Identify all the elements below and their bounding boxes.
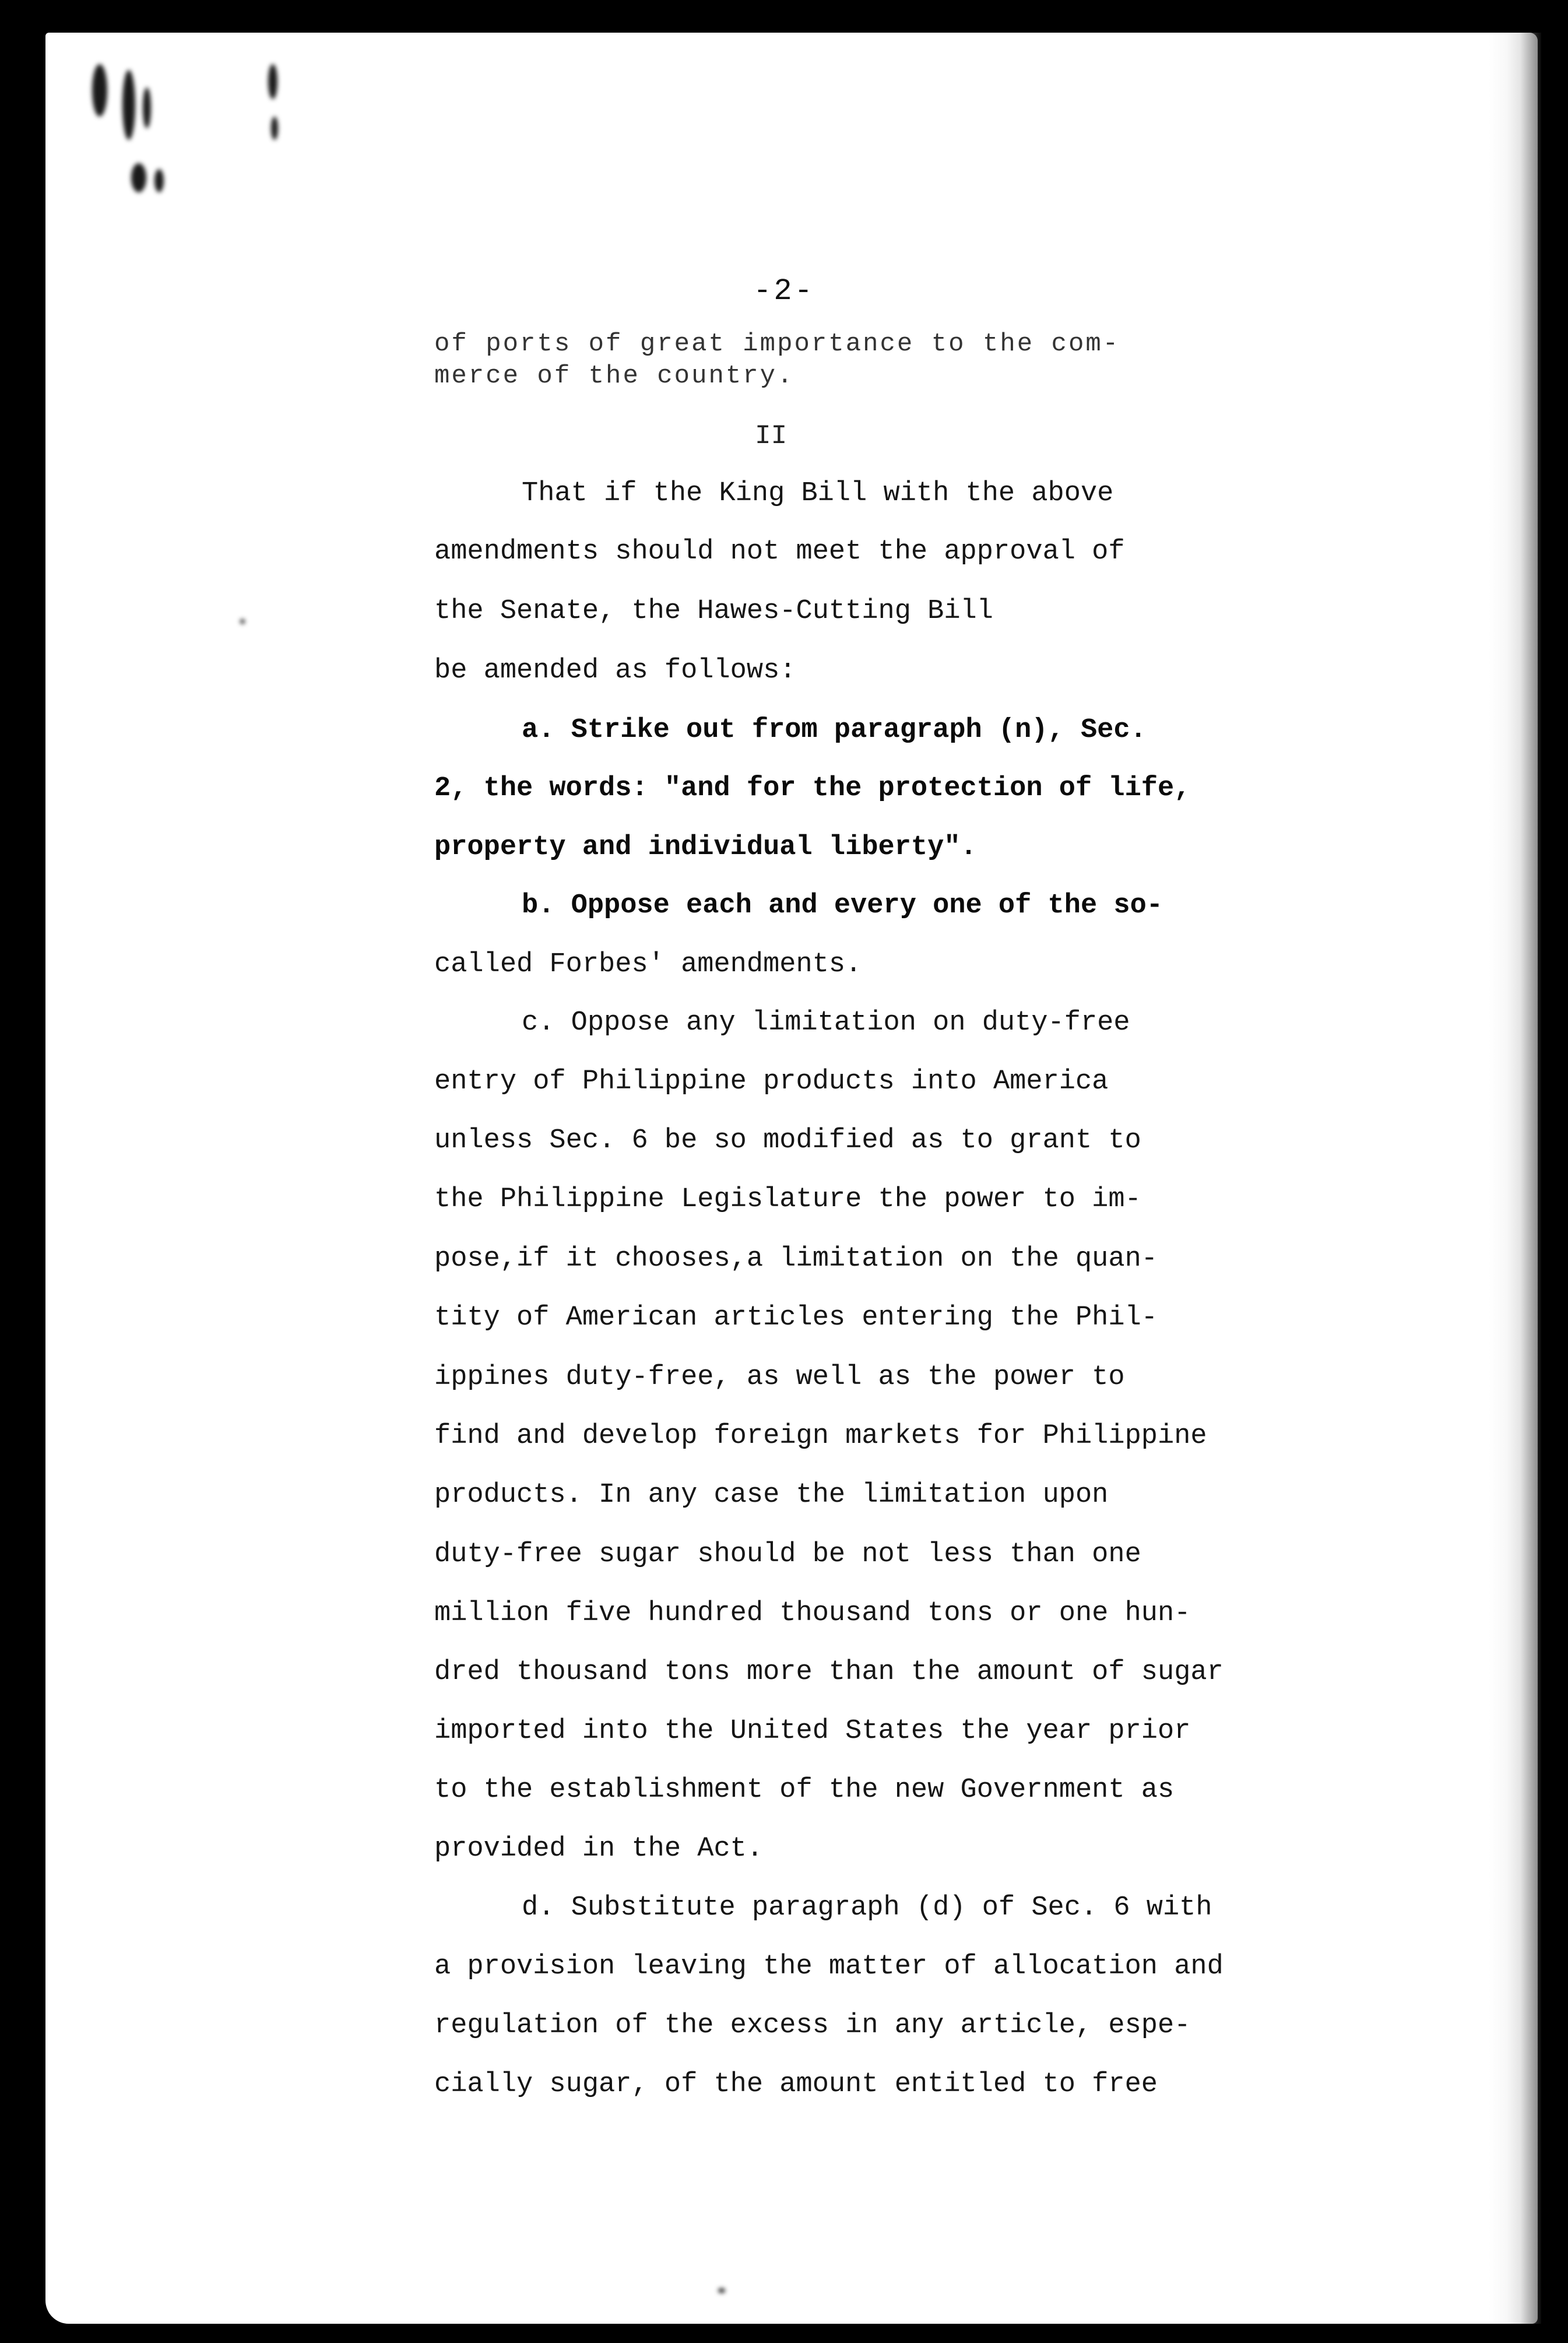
para-c-line-15: provided in the Act. [434, 1833, 764, 1864]
para-b-line-1: b. Oppose each and every one of the so- [522, 890, 1163, 921]
intro-line-2: amendments should not meet the approval of [434, 536, 1125, 567]
para-c-line-11: million five hundred thousand tons or one hun- [434, 1598, 1191, 1629]
ink-smudge [122, 70, 135, 140]
para-c-line-4: the Philippine Legislature the power to im- [434, 1184, 1141, 1215]
ink-smudge [143, 87, 151, 128]
intro-line-1: That if the King Bill with the above [522, 478, 1114, 509]
ink-smudge [718, 2288, 725, 2293]
para-c-line-6: tity of American articles entering the Phil- [434, 1302, 1158, 1333]
para-c-line-14: to the establishment of the new Government as [434, 1775, 1175, 1805]
ink-smudge [271, 117, 278, 140]
para-c-line-3: unless Sec. 6 be so modified as to grant to [434, 1125, 1141, 1156]
para-c-line-5: pose,if it chooses,a limitation on the quan- [434, 1243, 1158, 1274]
ink-smudge [240, 619, 245, 624]
ink-smudge [92, 64, 107, 117]
para-d-line-1: d. Substitute paragraph (d) of Sec. 6 with [522, 1892, 1212, 1923]
para-c-line-9: products. In any case the limitation upon [434, 1480, 1109, 1511]
para-b-line-2: called Forbes' amendments. [434, 949, 862, 980]
para-c-line-2: entry of Philippine products into America [434, 1066, 1109, 1097]
intro-line-3: the Senate, the Hawes-Cutting Bill [434, 596, 993, 627]
para-c-line-7: ippines duty-free, as well as the power to [434, 1362, 1125, 1393]
para-c-line-1: c. Oppose any limitation on duty-free [522, 1007, 1130, 1038]
para-d-line-2: a provision leaving the matter of allocation and [434, 1951, 1224, 1982]
torn-edge [1489, 33, 1541, 2324]
ink-smudge [131, 163, 146, 192]
para-d-line-4: cially sugar, of the amount entitled to free [434, 2069, 1158, 2100]
ink-smudge [268, 64, 277, 99]
para-d-line-3: regulation of the excess in any article, espe- [434, 2010, 1191, 2041]
opening-line-2: merce of the country. [434, 361, 794, 391]
ink-smudge [154, 169, 164, 192]
para-a-line-3: property and individual liberty". [434, 832, 977, 863]
para-c-line-8: find and develop foreign markets for Philippine [434, 1421, 1207, 1452]
para-a-line-2: 2, the words: "and for the protection of life, [434, 773, 1191, 804]
para-c-line-10: duty-free sugar should be not less than one [434, 1539, 1141, 1570]
opening-line-1: of ports of great importance to the com- [434, 329, 1120, 359]
page-number: -2- [753, 274, 815, 308]
para-a-line-1: a. Strike out from paragraph (n), Sec. [522, 715, 1147, 746]
section-heading: II [755, 421, 787, 451]
para-c-line-13: imported into the United States the year prior [434, 1716, 1191, 1747]
para-c-line-12: dred thousand tons more than the amount of sugar [434, 1657, 1224, 1688]
intro-line-4: be amended as follows: [434, 655, 796, 686]
